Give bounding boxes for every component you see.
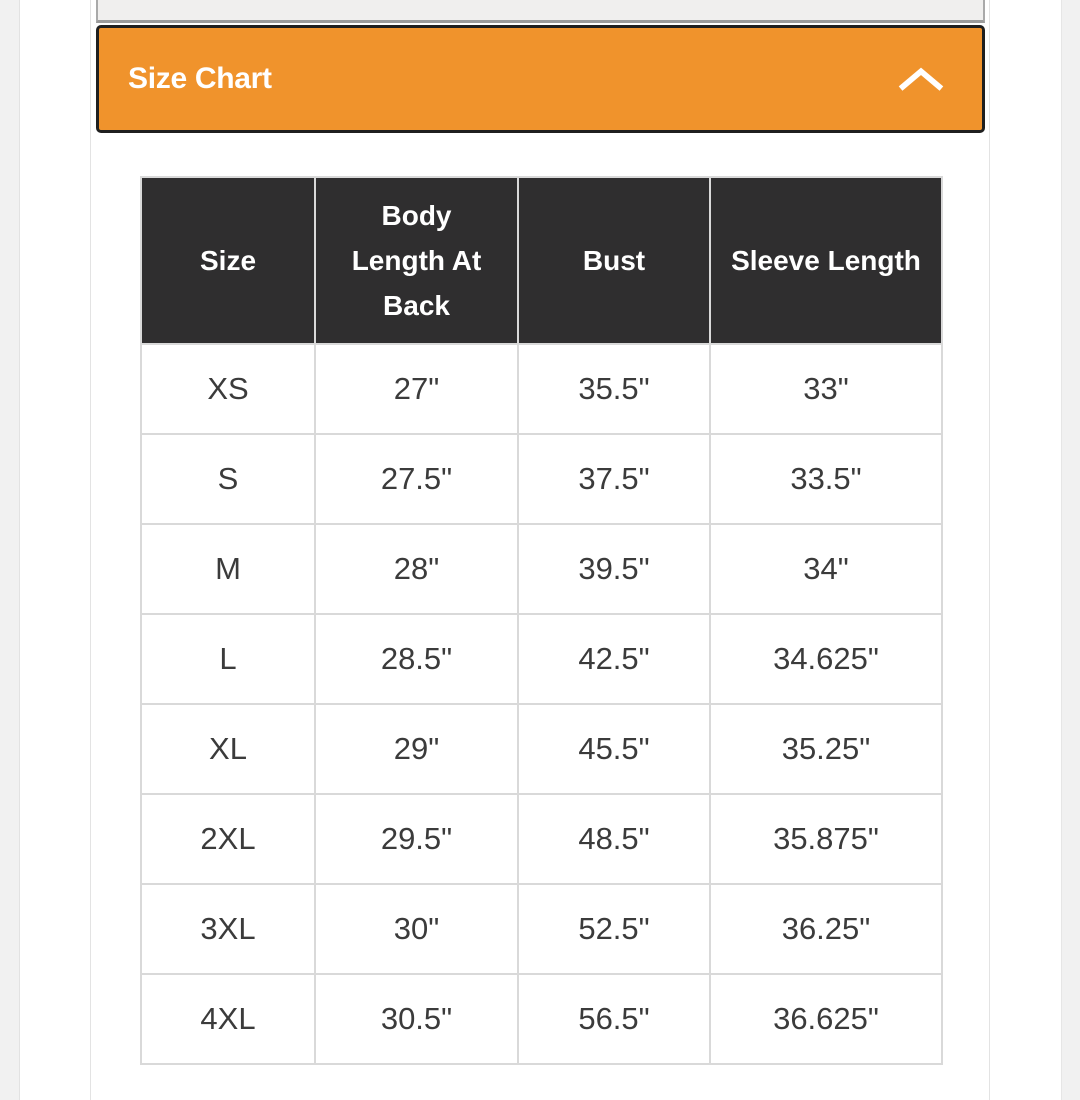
cell-body: 30.5" [315, 974, 518, 1064]
cell-sleeve: 35.875" [710, 794, 942, 884]
cell-body: 30" [315, 884, 518, 974]
size-chart-accordion-toggle[interactable] [96, 25, 985, 133]
cell-body: 27" [315, 344, 518, 434]
table-row [141, 974, 942, 1064]
cell-bust: 39.5" [518, 524, 710, 614]
cell-body: 28" [315, 524, 518, 614]
cell-bust: 42.5" [518, 614, 710, 704]
size-chart-title: Size Chart [128, 62, 272, 95]
cell-sleeve: 34.625" [710, 614, 942, 704]
table-row [141, 704, 942, 794]
cell-bust: 52.5" [518, 884, 710, 974]
cell-size: S [141, 434, 315, 524]
cell-sleeve: 34" [710, 524, 942, 614]
cell-sleeve: 36.625" [710, 974, 942, 1064]
cell-sleeve: 36.25" [710, 884, 942, 974]
table-row [141, 524, 942, 614]
cell-bust: 48.5" [518, 794, 710, 884]
table-row [141, 614, 942, 704]
cell-sleeve: 35.25" [710, 704, 942, 794]
cell-size: 2XL [141, 794, 315, 884]
table-row [141, 344, 942, 434]
column-header-bust: Bust [518, 177, 710, 344]
cell-body: 27.5" [315, 434, 518, 524]
cell-body: 28.5" [315, 614, 518, 704]
table-row [141, 434, 942, 524]
table-row [141, 794, 942, 884]
content-border-right [989, 0, 990, 1100]
cell-size: XL [141, 704, 315, 794]
column-header-body-length: Body Length At Back [315, 177, 518, 344]
cell-body: 29.5" [315, 794, 518, 884]
cell-body: 29" [315, 704, 518, 794]
column-header-sleeve: Sleeve Length [710, 177, 942, 344]
page-gutter-left [0, 0, 20, 1100]
table-header-row [141, 177, 942, 344]
collapsed-section-header-partial[interactable] [96, 0, 985, 23]
cell-size: XS [141, 344, 315, 434]
cell-sleeve: 33" [710, 344, 942, 434]
content-border-left [90, 0, 91, 1100]
chevron-up-icon[interactable] [898, 67, 944, 91]
cell-size: 4XL [141, 974, 315, 1064]
cell-size: L [141, 614, 315, 704]
size-chart-table [140, 176, 943, 1065]
column-header-size: Size [141, 177, 315, 344]
cell-bust: 37.5" [518, 434, 710, 524]
cell-sleeve: 33.5" [710, 434, 942, 524]
cell-bust: 56.5" [518, 974, 710, 1064]
cell-bust: 35.5" [518, 344, 710, 434]
table-row [141, 884, 942, 974]
cell-bust: 45.5" [518, 704, 710, 794]
cell-size: 3XL [141, 884, 315, 974]
page-gutter-right[interactable] [1061, 0, 1080, 1100]
cell-size: M [141, 524, 315, 614]
